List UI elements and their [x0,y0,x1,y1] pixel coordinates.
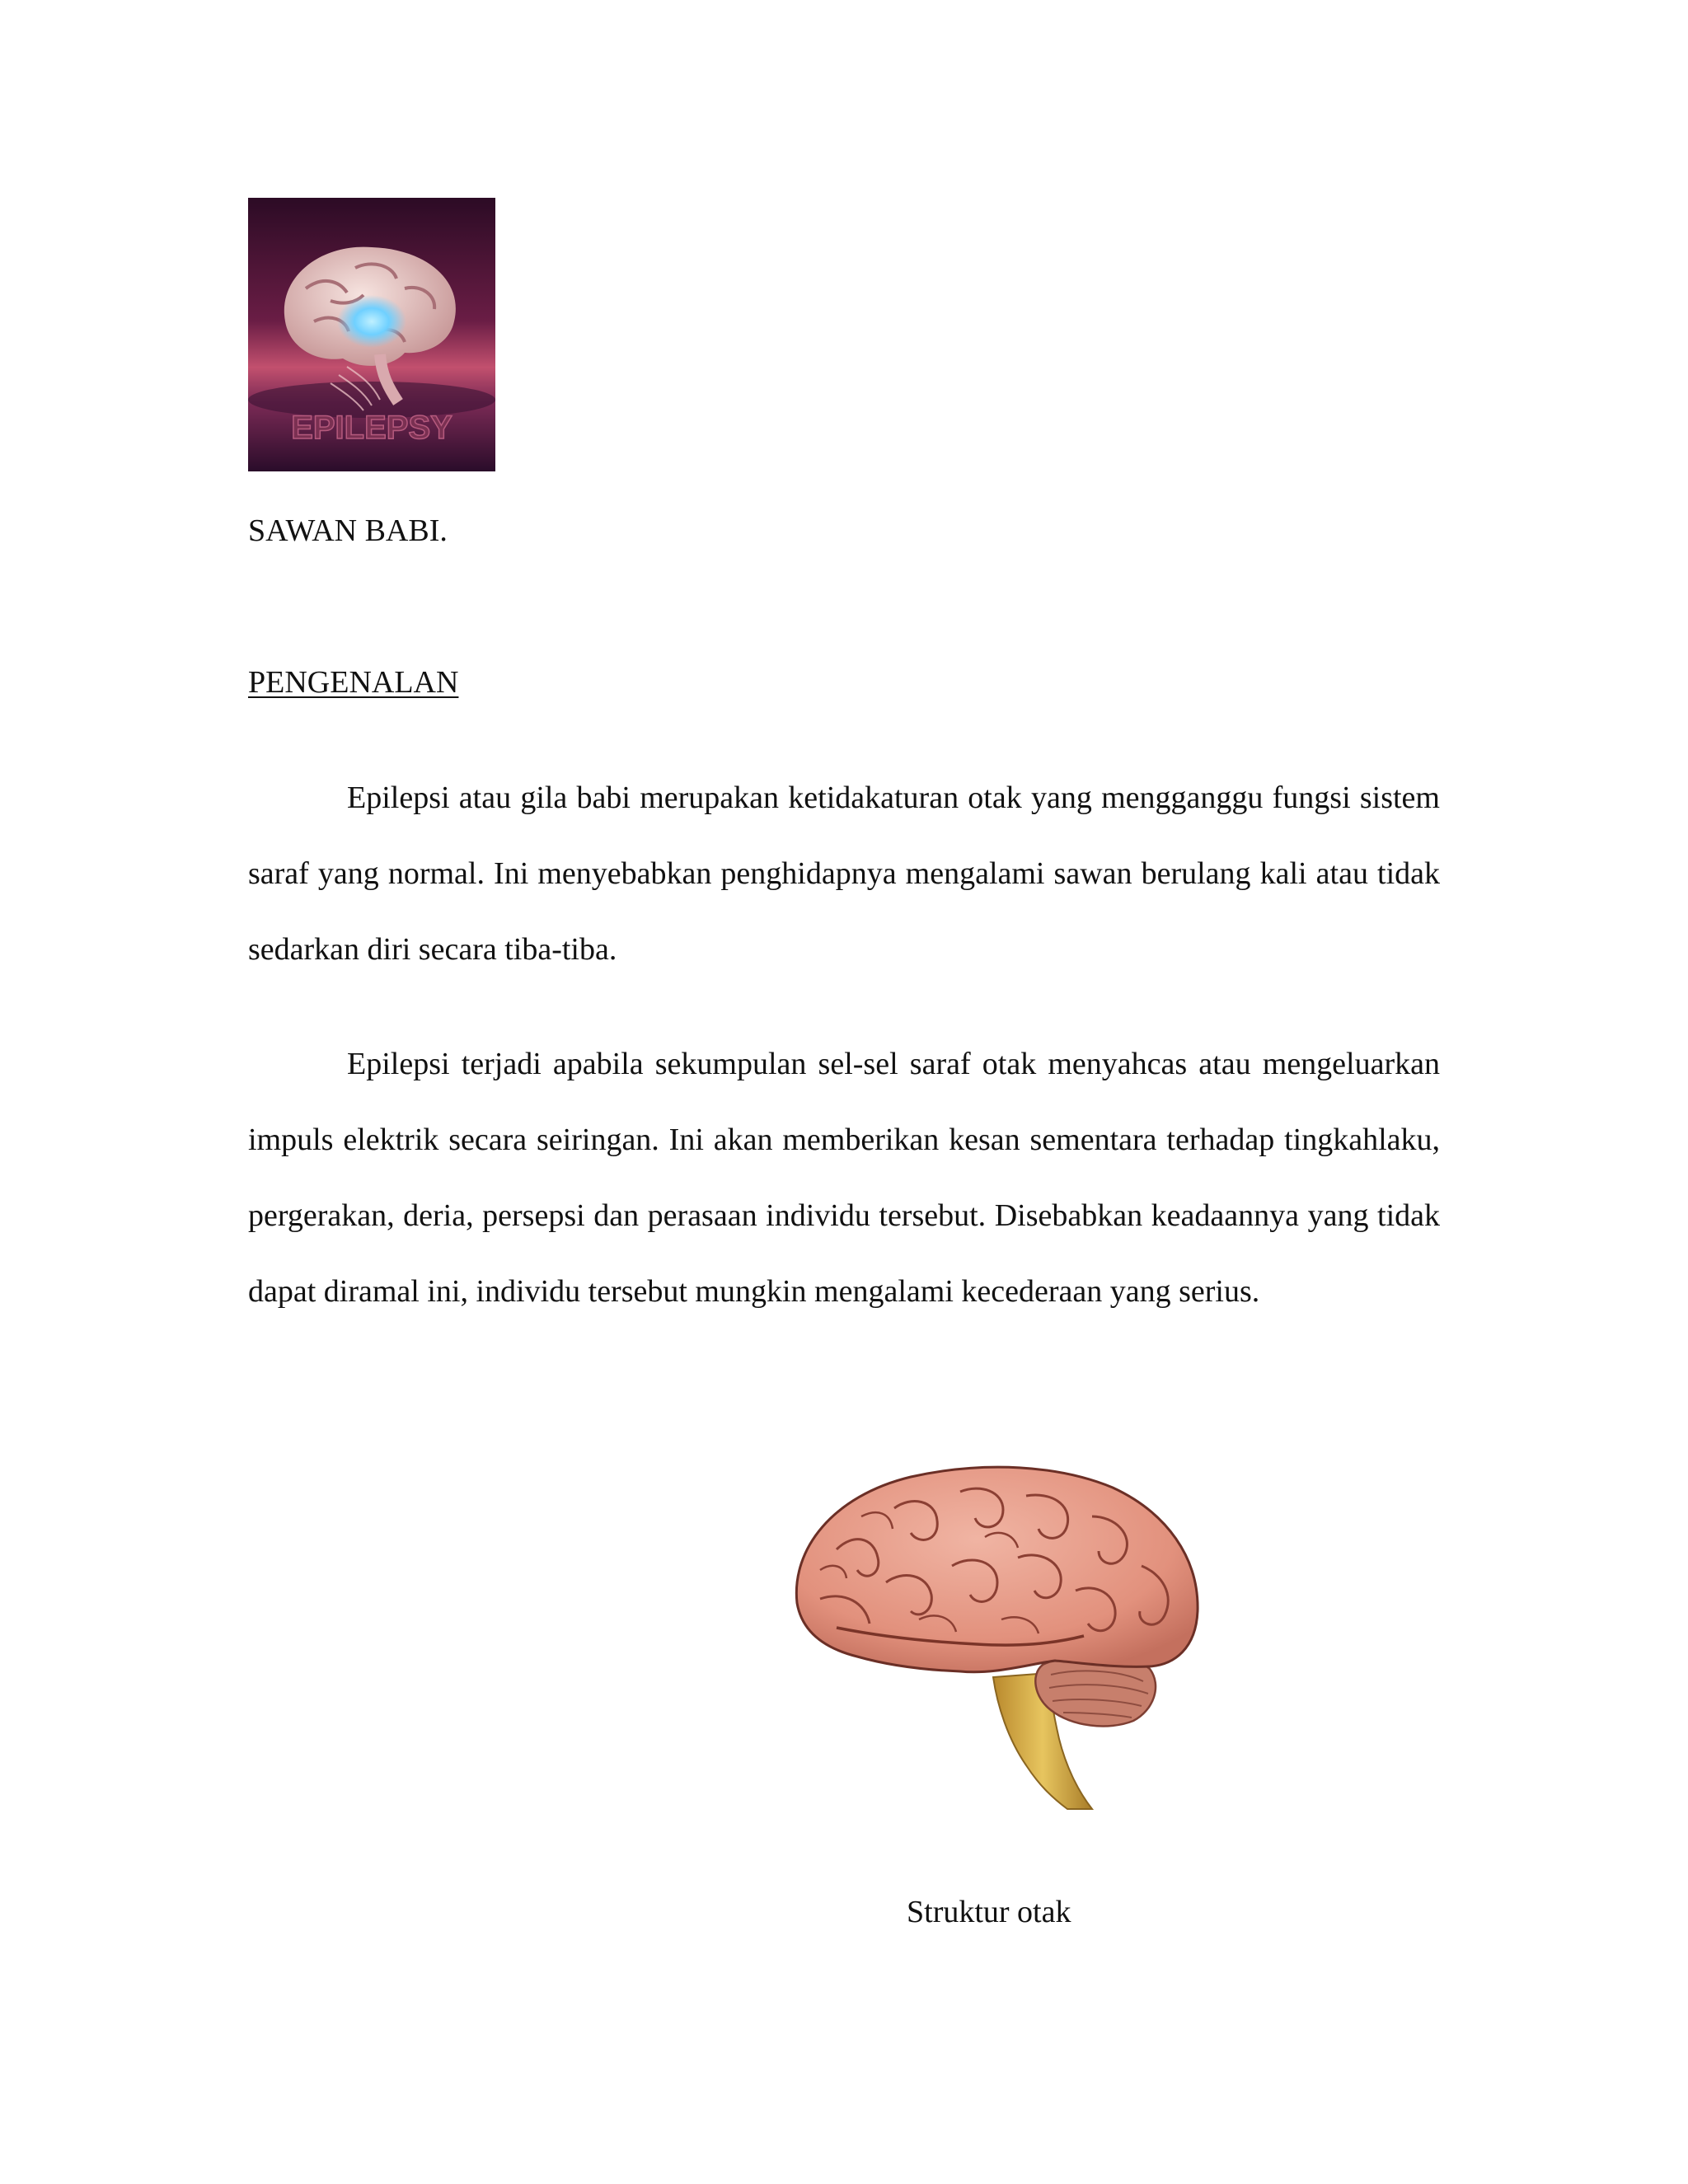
section-heading-pengenalan: PENGENALAN [248,665,459,700]
epilepsy-logo-image [248,198,495,471]
epilepsy-wordmark: EPILEPSY [291,410,452,446]
paragraph-1: Epilepsi atau gila babi merupakan ketidakaturan otak yang mengganggu fungsi sistem saraf yang normal. Ini menyebabkan penghidapnya mengalami sawan berulang kali atau tidak sedarkan diri secara tiba-tiba. [248,780,1440,967]
paragraph-2: Epilepsi terjadi apabila sekumpulan sel-sel saraf otak menyahcas atau mengeluarkan impuls elektrik secara seiringan. Ini akan memberikan kesan sementara terhadap tingkahlaku, pergerakan, deria, persepsi dan perasaan individu tersebut. Disebabkan keadaannya yang tidak dapat diramal ini, individu tersebut mungkin mengalami kecederaan yang serius. [248,1047,1440,1309]
brain-anatomy-icon [787,1459,1207,1821]
brain-figure [787,1459,1207,1821]
figure-caption: Struktur otak [907,1895,1071,1929]
epilepsy-brain-icon [248,198,495,471]
document-title: SAWAN BABI. [248,513,448,548]
